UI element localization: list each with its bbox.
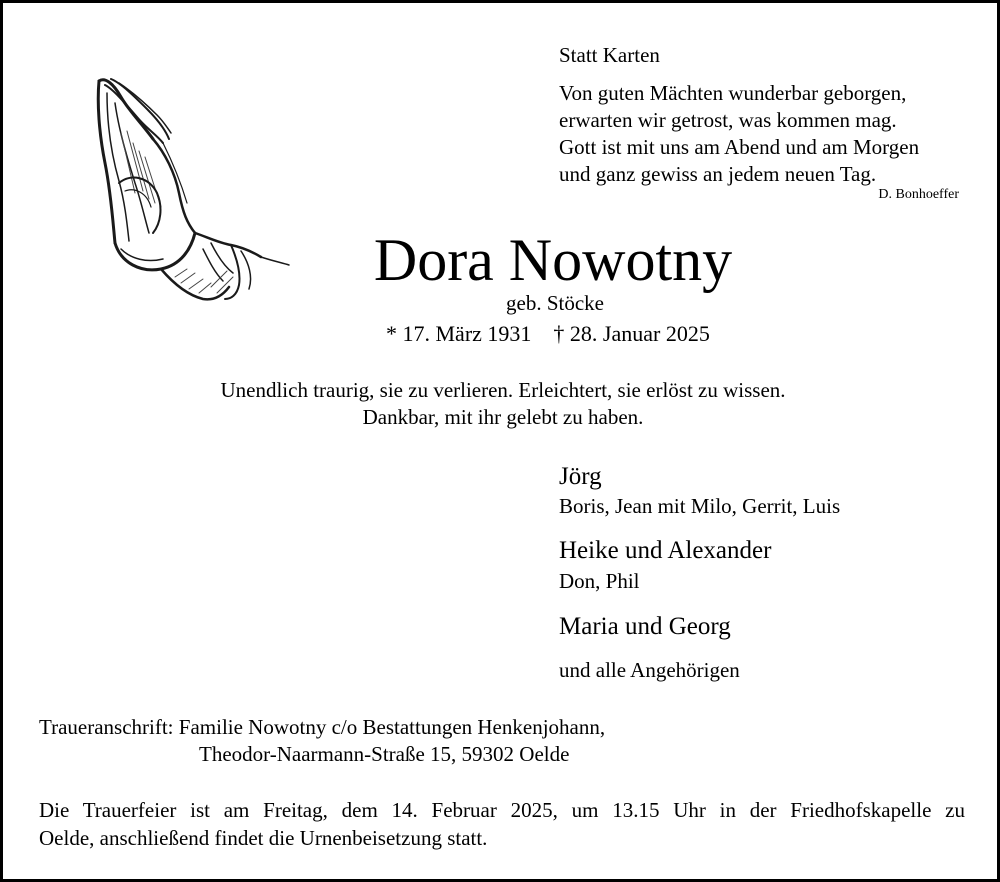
poem-author: D. Bonhoeffer [878,187,959,202]
mourning-address-line-1: Traueranschrift: Familie Nowotny c/o Bestattungen Henkenjohann, [39,715,606,739]
poem [559,80,919,188]
life-dates [386,321,710,347]
statt-karten-label: Statt Karten [559,43,660,67]
quote-line: Unendlich traurig, sie zu verlieren. Erleichtert, sie erlöst zu wissen. [220,378,786,402]
deceased-name: Dora Nowotny [373,227,733,293]
family-group-1: Jörg [559,463,602,490]
poem-line: und ganz gewiss an jedem neuen Tag. [559,162,877,186]
family-group-3: Maria und Georg [559,613,731,640]
poem-line: Von guten Mächten wunderbar geborgen, [559,81,907,105]
family-group-1-members: Boris, Jean mit Milo, Gerrit, Luis [559,494,841,518]
birth-name: geb. Stöcke [506,291,604,315]
ceremony-info [39,796,965,852]
quote-line: Dankbar, mit ihr gelebt zu haben. [362,405,644,429]
ceremony-line: Die Trauerfeier ist am Freitag, dem 14. Februar 2025, um 13.15 Uhr in der Friedhofskapelle zu [39,798,965,822]
poem-line: Gott ist mit uns am Abend und am Morgen [559,135,920,159]
family-group-2-members: Don, Phil [559,569,640,593]
ceremony-line: Oelde, anschließend findet die Urnenbeisetzung statt. [39,826,488,850]
birth-date: * 17. März 1931 [386,321,532,346]
death-date: † 28. Januar 2025 [553,321,710,346]
mourning-address-line-2: Theodor-Naarmann-Straße 15, 59302 Oelde [199,742,570,766]
family-group-2: Heike und Alexander [559,537,772,564]
other-relatives: und alle Angehörigen [559,658,740,682]
mourning-quote [3,377,1000,431]
poem-line: erwarten wir getrost, was kommen mag. [559,108,897,132]
